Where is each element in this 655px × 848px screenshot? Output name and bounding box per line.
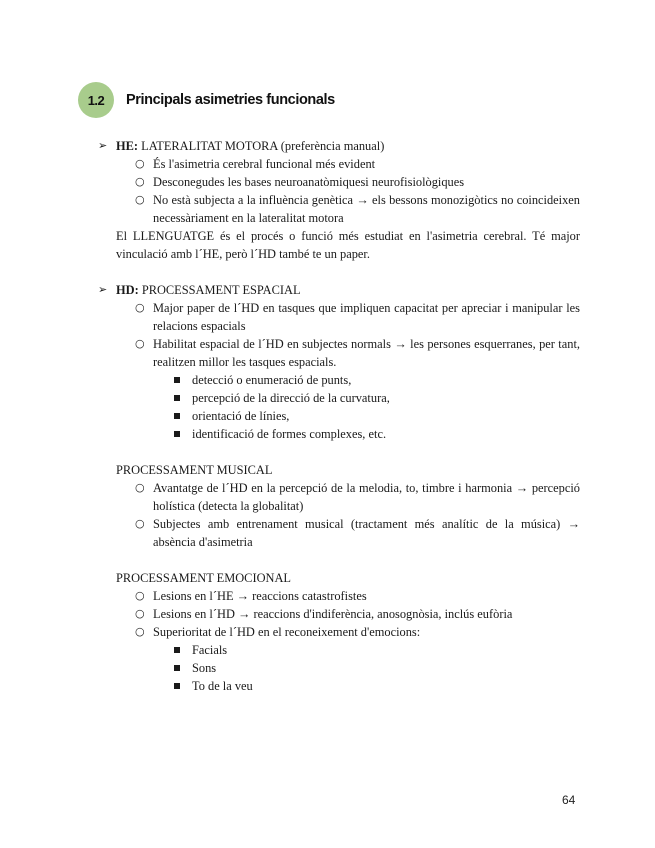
arrow-bullet-icon: ➢	[98, 139, 108, 152]
arrow-bullet-icon: ➢	[98, 283, 108, 296]
circle-bullet-icon: ○	[135, 301, 145, 314]
circle-bullet-icon: ○	[135, 481, 145, 494]
circle-bullet-icon: ○	[135, 175, 145, 188]
he-heading-label: HE:	[116, 139, 139, 153]
list-item: ○ Superioritat de l´HD en el reconeixement d'emocions:	[135, 625, 421, 639]
musical-heading: PROCESSAMENT MUSICAL	[116, 463, 273, 477]
list-item: ○ No està subjecta a la influència genètica → els bessons monozigòtics no coincideixen necessàriament en la lateralitat motora	[135, 193, 580, 225]
sub-list-item: Sons	[98, 659, 580, 677]
hd-heading-text: PROCESSAMENT ESPACIAL	[138, 283, 301, 297]
llenguatge-paragraph: El LLENGUATGE és el procés o funció més estudiat en l'asimetria cerebral. Té major vinculació amb l´HE, però l´HD també te un paper.	[116, 229, 580, 261]
list-item: ○ Desconegudes les bases neuroanatòmiquesi neurofisiològiques	[135, 175, 465, 189]
sub-list-item: detecció o enumeració de punts,	[98, 371, 580, 389]
list-item: ○ Habilitat espacial de l´HD en subjectes normals → les persones esquerranes, per tant, realitzen millor les tasques espacials.	[135, 337, 580, 369]
sub-list-item: percepció de la direcció de la curvatura,	[98, 389, 580, 407]
square-bullet-icon	[174, 395, 180, 401]
square-bullet-icon	[174, 647, 180, 653]
sub-list-item: identificació de formes complexes, etc.	[98, 425, 580, 443]
circle-bullet-icon: ○	[135, 589, 145, 602]
sub-list-item: To de la veu	[98, 677, 580, 695]
sub-list-item: orientació de línies,	[98, 407, 580, 425]
list-item: ○ Subjectes amb entrenament musical (tractament més analític de la música) → absència d'asimetria	[135, 517, 580, 549]
circle-bullet-icon: ○	[135, 193, 145, 206]
document-body	[98, 137, 580, 695]
hd-heading-label: HD:	[116, 283, 139, 297]
circle-bullet-icon: ○	[135, 625, 145, 638]
circle-bullet-icon: ○	[135, 337, 145, 350]
page-number: 64	[562, 793, 576, 807]
section-header	[78, 82, 335, 118]
square-bullet-icon	[174, 413, 180, 419]
square-bullet-icon	[174, 431, 180, 437]
circle-bullet-icon: ○	[135, 517, 145, 530]
circle-bullet-icon: ○	[135, 607, 145, 620]
list-item: ○ Lesions en l´HD → reaccions d'indiferència, anosognòsia, inclús eufòria	[135, 607, 513, 621]
square-bullet-icon	[174, 683, 180, 689]
list-item: ○ Lesions en l´HE → reaccions catastrofistes	[135, 589, 367, 603]
section-number-badge: 1.2	[78, 82, 114, 118]
circle-bullet-icon: ○	[135, 157, 145, 170]
list-item: ○ Major paper de l´HD en tasques que impliquen capacitat per apreciar i manipular les relacions espacials	[135, 301, 580, 333]
list-item: ○ És l'asimetria cerebral funcional més evident	[135, 157, 376, 171]
list-item: ○ Avantatge de l´HD en la percepció de la melodia, to, timbre i harmonia → percepció holística (detecta la globalitat)	[135, 481, 580, 513]
he-heading-text: LATERALITAT MOTORA (preferència manual)	[138, 139, 385, 153]
square-bullet-icon	[174, 377, 180, 383]
sub-list-item: Facials	[98, 641, 580, 659]
hd-heading	[98, 281, 580, 299]
he-heading	[98, 137, 580, 155]
section-title: Principals asimetries funcionals	[126, 92, 335, 108]
square-bullet-icon	[174, 665, 180, 671]
emocional-heading: PROCESSAMENT EMOCIONAL	[116, 571, 291, 585]
